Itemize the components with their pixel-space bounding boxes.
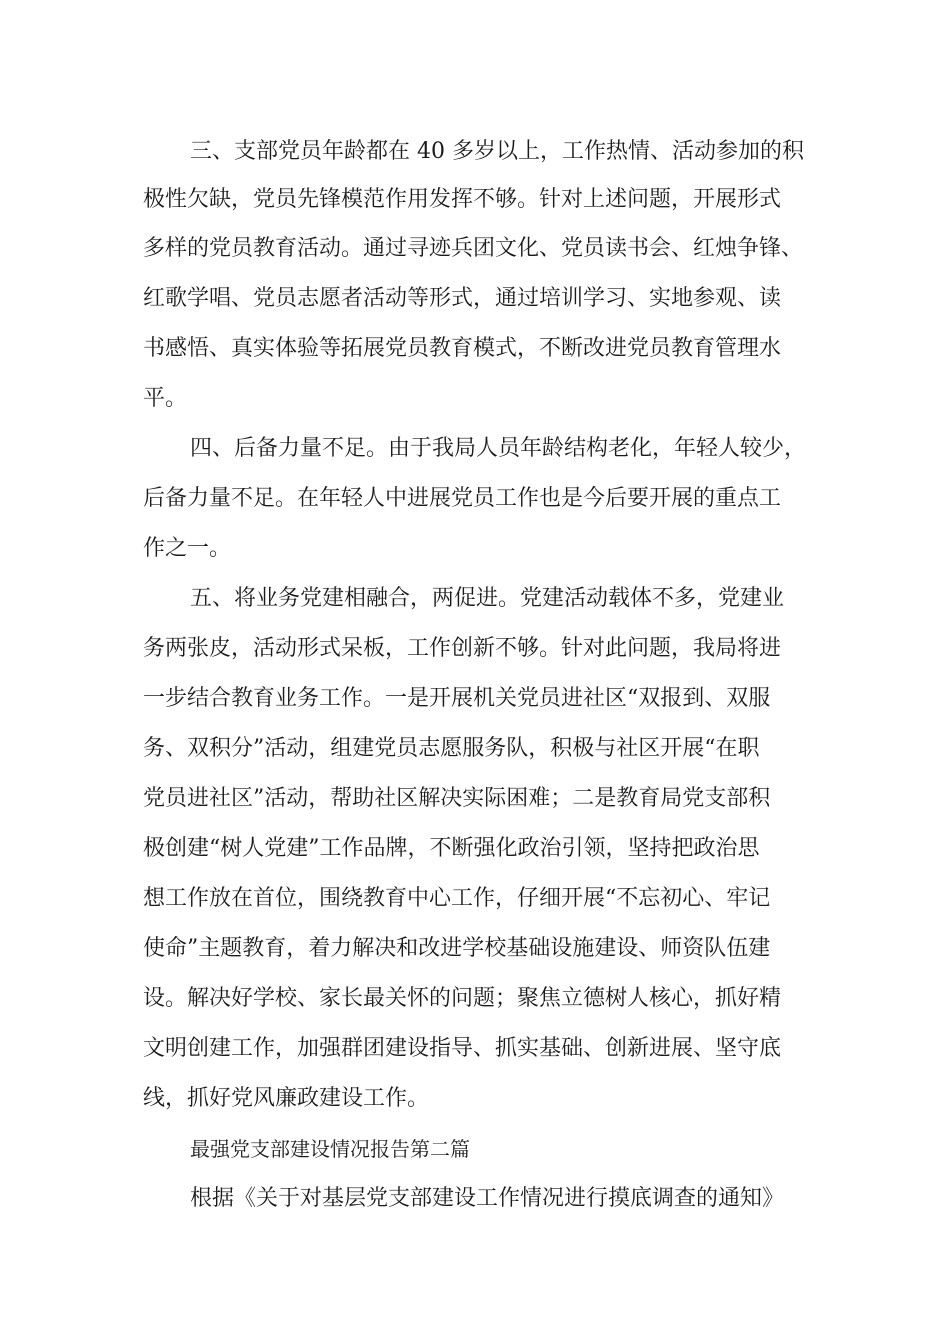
text-line: 五、将业务党建相融合，两促进。党建活动载体不多，党建业 <box>190 586 785 611</box>
text-line: 设。解决好学校、家长最关怀的问题；聚焦立德树人核心，抓好精 <box>143 986 782 1011</box>
text-line: 极创建“树人党建”工作品牌，不断强化政治引领，坚持把政治思 <box>143 836 760 861</box>
text-line: 文明创建工作，加强群团建设指导、抓实基础、创新进展、坚守底 <box>143 1036 782 1061</box>
text-line: 使命”主题教育，着力解决和改进学校基础设施建设、师资队伍建 <box>143 936 771 961</box>
text-line: 书感悟、真实体验等拓展党员教育模式，不断改进党员教育管理水 <box>143 336 782 361</box>
text-line: 后备力量不足。在年轻人中进展党员工作也是今后要开展的重点工 <box>143 486 782 511</box>
text-line: 务、双积分”活动，组建党员志愿服务队，积极与社区开展“在职 <box>143 736 760 761</box>
text-line: 三、支部党员年龄都在 40 多岁以上，工作热情、活动参加的积 <box>190 139 804 164</box>
text-line: 平。 <box>143 386 188 411</box>
text-line: 红歌学唱、党员志愿者活动等形式，通过培训学习、实地参观、读 <box>143 286 782 311</box>
text-line: 想工作放在首位，围绕教育中心工作，仔细开展“不忘初心、牢记 <box>143 886 771 911</box>
text-line: 作之一。 <box>143 536 232 561</box>
section-heading: 最强党支部建设情况报告第二篇 <box>190 1137 470 1161</box>
text-line: 党员进社区”活动，帮助社区解决实际困难；二是教育局党支部积 <box>143 786 771 811</box>
text-line: 一步结合教育业务工作。一是开展机关党员进社区“双报到、双服 <box>143 686 771 711</box>
text-line: 务两张皮，活动形式呆板，工作创新不够。针对此问题，我局将进 <box>143 636 782 661</box>
text-line: 线，抓好党风廉政建设工作。 <box>143 1086 430 1111</box>
text-line: 四、后备力量不足。由于我局人员年龄结构老化，年轻人较少， <box>190 436 807 461</box>
text-line: 极性欠缺，党员先锋模范作用发挥不够。针对上述问题，开展形式 <box>143 187 782 212</box>
text-line: 多样的党员教育活动。通过寻迹兵团文化、党员读书会、红烛争锋、 <box>143 236 804 261</box>
text-line: 根据《关于对基层党支部建设工作情况进行摸底调查的通知》 <box>190 1186 785 1211</box>
